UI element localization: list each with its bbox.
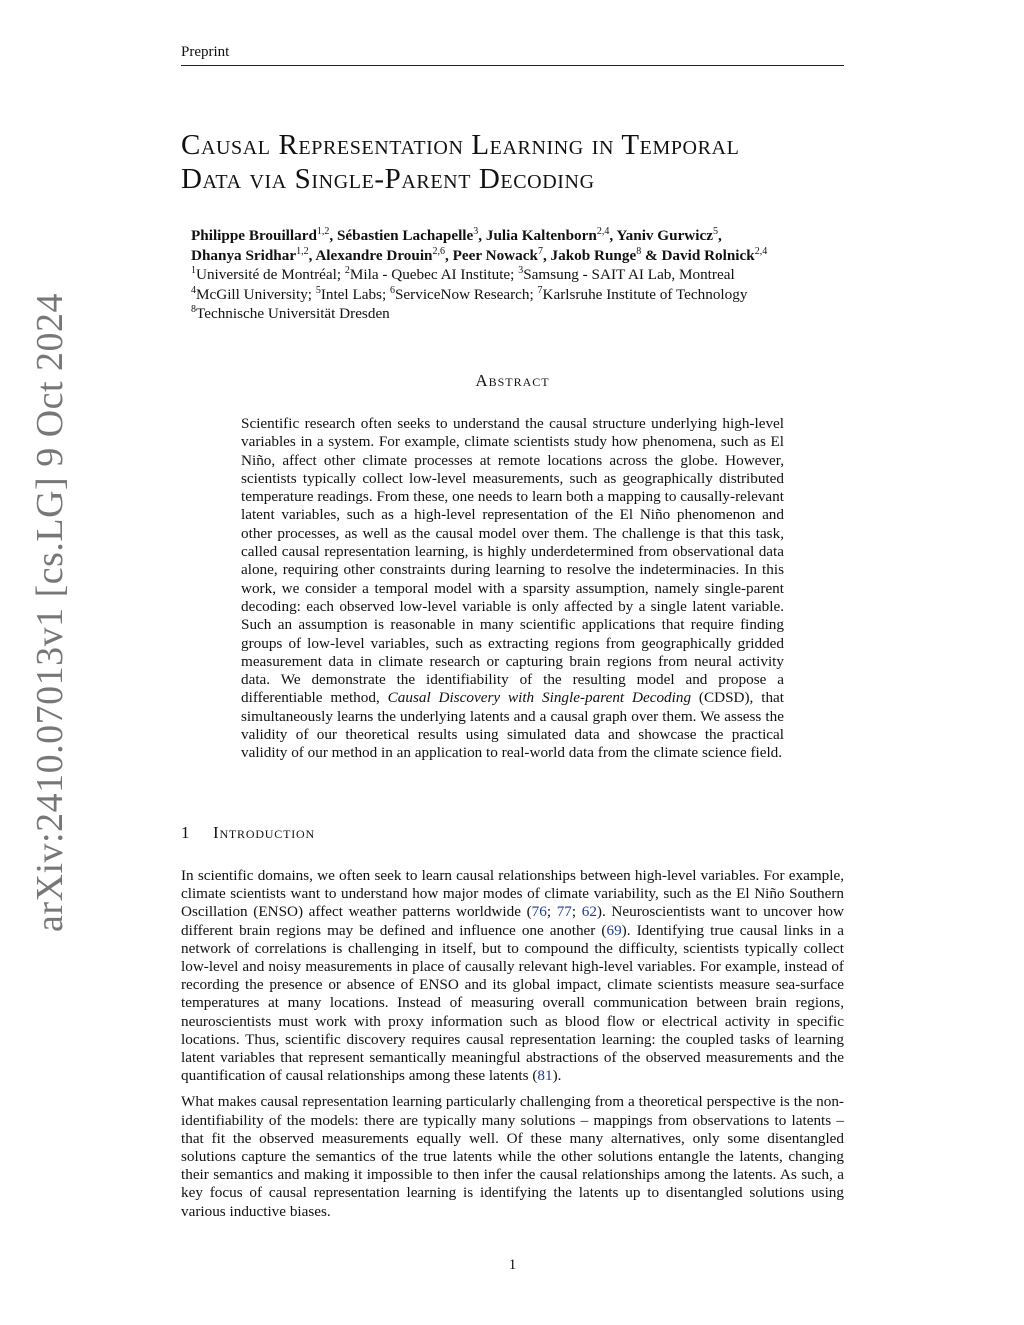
author-separator: , xyxy=(478,227,486,244)
author-name: Julia Kaltenborn xyxy=(485,227,597,244)
affiliation-number: 4 xyxy=(191,284,196,296)
author-name: Peer Nowack xyxy=(452,246,538,264)
author-separator: , xyxy=(445,246,453,264)
affiliation-number: 6 xyxy=(389,284,395,296)
author-affiliation-mark: 3 xyxy=(473,226,479,237)
author-affiliation-mark: 8 xyxy=(636,245,642,257)
affiliation-name: Technische Universität Dresden xyxy=(196,305,390,322)
affiliation-row-3 xyxy=(191,304,851,324)
author-affiliation-mark: 2,4 xyxy=(596,226,610,237)
affiliation-name: Mila - Quebec AI Institute; xyxy=(349,266,519,283)
affiliation-name: Université de Montréal; xyxy=(196,266,345,283)
abstract-text-2: (CDSD), that simultaneously learns the underlying latents and a causal graph over them. We assess the validity of our theoretical results using simulated data and showcase the practical validity of our method in an application to real-world data from the climate science field. xyxy=(241,689,784,762)
author-name: Sébastien Lachapelle xyxy=(336,227,474,244)
abstract-paragraph xyxy=(241,415,784,763)
author-affiliation-mark: 1,2 xyxy=(316,226,330,237)
section-heading-introduction xyxy=(181,823,315,843)
author-name: Philippe Brouillard xyxy=(191,227,317,244)
title-line-1: Causal Representation Learning in Temporal xyxy=(181,129,740,161)
citation-link[interactable]: 76 xyxy=(531,903,547,921)
running-head: Preprint xyxy=(181,44,230,60)
title-line-2: Data via Single-Parent Decoding xyxy=(181,163,595,195)
author-name: David Rolnick xyxy=(661,246,755,264)
affiliation-row-1 xyxy=(191,265,851,285)
author-separator: & xyxy=(641,246,662,264)
abstract-text-1: Scientific research often seeks to understand the causal structure underlying high-level variables in a system. For example, climate scientists study how phenomena, such as El Niño, affect other climate processes at remote locations across the globe. However, scientists typically collect low-level measurements, such as geographically distributed temperature readings. From these, one needs to learn both a mapping to causally-relevant latent variables, such as a high-level representation of the El Niño phenomenon and other processes, as well as the causal model over them. The challenge is that this task, called causal representation learning, is highly underdetermined from observational data alone, requiring other constraints during learning to resolve the indeterminacies. In this work, we consider a temporal model with a sparsity assumption, namely single-parent decoding: each observed low-level variable is only affected by a single latent variable. Such an assumption is reasonable in many scientific applications that require finding groups of low-level variables, such as extracting regions from geographically gridded measurement data in climate research or capturing brain regions from neural activity data. We demonstrate the identifiability of the resulting model and propose a differentiable method, xyxy=(241,415,784,707)
author-affiliation-mark: 2,4 xyxy=(754,245,768,257)
paragraph-text: ). Identifying true causal links in a network of correlations is challenging in itself, but to compound the difficulty, scientists typically collect low-level and noisy measurements in place of causally relevant high-level variables. For example, instead of recording the presence or absence of ENSO and its global impact, climate scientists measure sea-surface temperatures at many locations. Instead of measuring overall communication between brain regions, neuroscientists must work with proxy information such as blood flow or electrical activity in specific locations. Thus, scientific discovery requires causal representation learning: the coupled tasks of learning latent variables that represent semantically meaningful abstractions of the observed measurements and the quantification of causal relationships among these latents ( xyxy=(181,921,844,1085)
arxiv-identifier[interactable]: arXiv:2410.07013v1 [cs.LG] 9 Oct 2024 xyxy=(29,292,71,932)
paragraph-text: ). xyxy=(552,1067,562,1085)
citation-link[interactable]: 81 xyxy=(537,1067,553,1085)
paragraph-text: In scientific domains, we often seek to learn causal relationships between high-level variables. For example, climate scientists want to understand how major modes of climate variability, such as the El Niño Southern Oscillation (ENSO) affect weather patterns worldwide ( xyxy=(181,867,844,921)
author-separator: , xyxy=(329,227,337,244)
citation-link[interactable]: 77 xyxy=(556,903,572,921)
paragraph-text: ). Neuroscientists want to uncover how different brain regions may be defined and influence one another ( xyxy=(181,903,844,939)
section-title: Introduction xyxy=(213,823,315,842)
affiliation-number: 1 xyxy=(191,265,196,276)
author-row-2 xyxy=(191,246,851,266)
affiliation-number: 5 xyxy=(315,284,321,296)
citation-link[interactable]: 69 xyxy=(606,921,622,939)
affiliation-row-2 xyxy=(191,285,851,305)
author-affiliation-mark: 2,6 xyxy=(432,245,445,257)
author-name: Dhanya Sridhar xyxy=(191,246,297,264)
author-block xyxy=(191,226,851,324)
affiliation-name: McGill University; xyxy=(196,285,316,303)
author-affiliation-mark: 7 xyxy=(537,245,543,257)
affiliation-name: ServiceNow Research; xyxy=(394,285,538,303)
author-affiliation-mark: 5 xyxy=(712,226,718,237)
author-separator: , xyxy=(542,246,551,264)
author-name: Alexandre Drouin xyxy=(315,246,433,264)
author-separator: , xyxy=(609,227,617,244)
page-number: 1 xyxy=(508,1257,517,1273)
abstract-heading: Abstract xyxy=(475,371,550,390)
author-name: Yaniv Gurwicz xyxy=(616,227,713,244)
introduction-body xyxy=(181,867,844,1229)
paper-title xyxy=(181,128,861,196)
affiliation-name: Karlsruhe Institute of Technology xyxy=(542,285,748,303)
author-name: Jakob Runge xyxy=(550,246,637,264)
affiliation-number: 7 xyxy=(537,284,543,296)
affiliation-number: 8 xyxy=(191,304,196,315)
paragraph-2: What makes causal representation learning particularly challenging from a theoretical perspective is the non-identifiability of the models: there are typically many solutions – mappings from observations to latents – that fit the observed measurements equally well. Of these many alternatives, only some disentangled solutions capture the semantics of the true latents while the other solutions entangle the latents, changing their semantics and making it impossible to then infer the causal relationships among the latents. As such, a key focus of causal representation learning is identifying the latents up to disentangled solutions using various inductive biases. xyxy=(181,1093,844,1220)
affiliation-number: 3 xyxy=(518,265,524,276)
affiliation-name: Samsung - SAIT AI Lab, Montreal xyxy=(523,266,735,283)
affiliation-number: 2 xyxy=(344,265,350,276)
citation-link[interactable]: 62 xyxy=(581,903,597,921)
author-row-1: Philippe Brouillard$^{1,2}$, Sébastien Lachapelle$^3$, Julia Kaltenborn$^{2,4}$, Yaniv Gurwicz$^5$, xyxy=(191,226,722,244)
abstract-body xyxy=(241,415,784,763)
section-number: 1 xyxy=(181,823,191,842)
author-affiliation-mark: 1,2 xyxy=(296,245,309,257)
method-name: Causal Discovery with Single-parent Decoding xyxy=(387,689,692,707)
affiliation-name: Intel Labs; xyxy=(320,285,390,303)
paragraph-1: In scientific domains, we often seek to learn causal relationships between high-level variables. For example, climate scientists want to understand how major modes of climate variability, such as the El Niño Southern Oscillation (ENSO) affect weather patterns worldwide (76; 77; 62). Neuroscientists want to uncover how different brain regions may be defined and influence one another (69). Identifying true causal links in a network of correlations is challenging in itself, but to compound the difficulty, scientists typically collect low-level and noisy measurements in place of causally relevant high-level variables. For example, instead of recording the presence or absence of ENSO and its global impact, climate scientists measure sea-surface temperatures at many locations. Instead of measuring overall communication between brain regions, neuroscientists must work with proxy information such as blood flow or electrical activity in specific locations. Thus, scientific discovery requires causal representation learning: the coupled tasks of learning latent variables that represent semantically meaningful abstractions of the observed measurements and the quantification of causal relationships among these latents (81). xyxy=(181,867,844,1085)
author-separator: , xyxy=(308,246,316,264)
header-rule xyxy=(181,65,844,66)
